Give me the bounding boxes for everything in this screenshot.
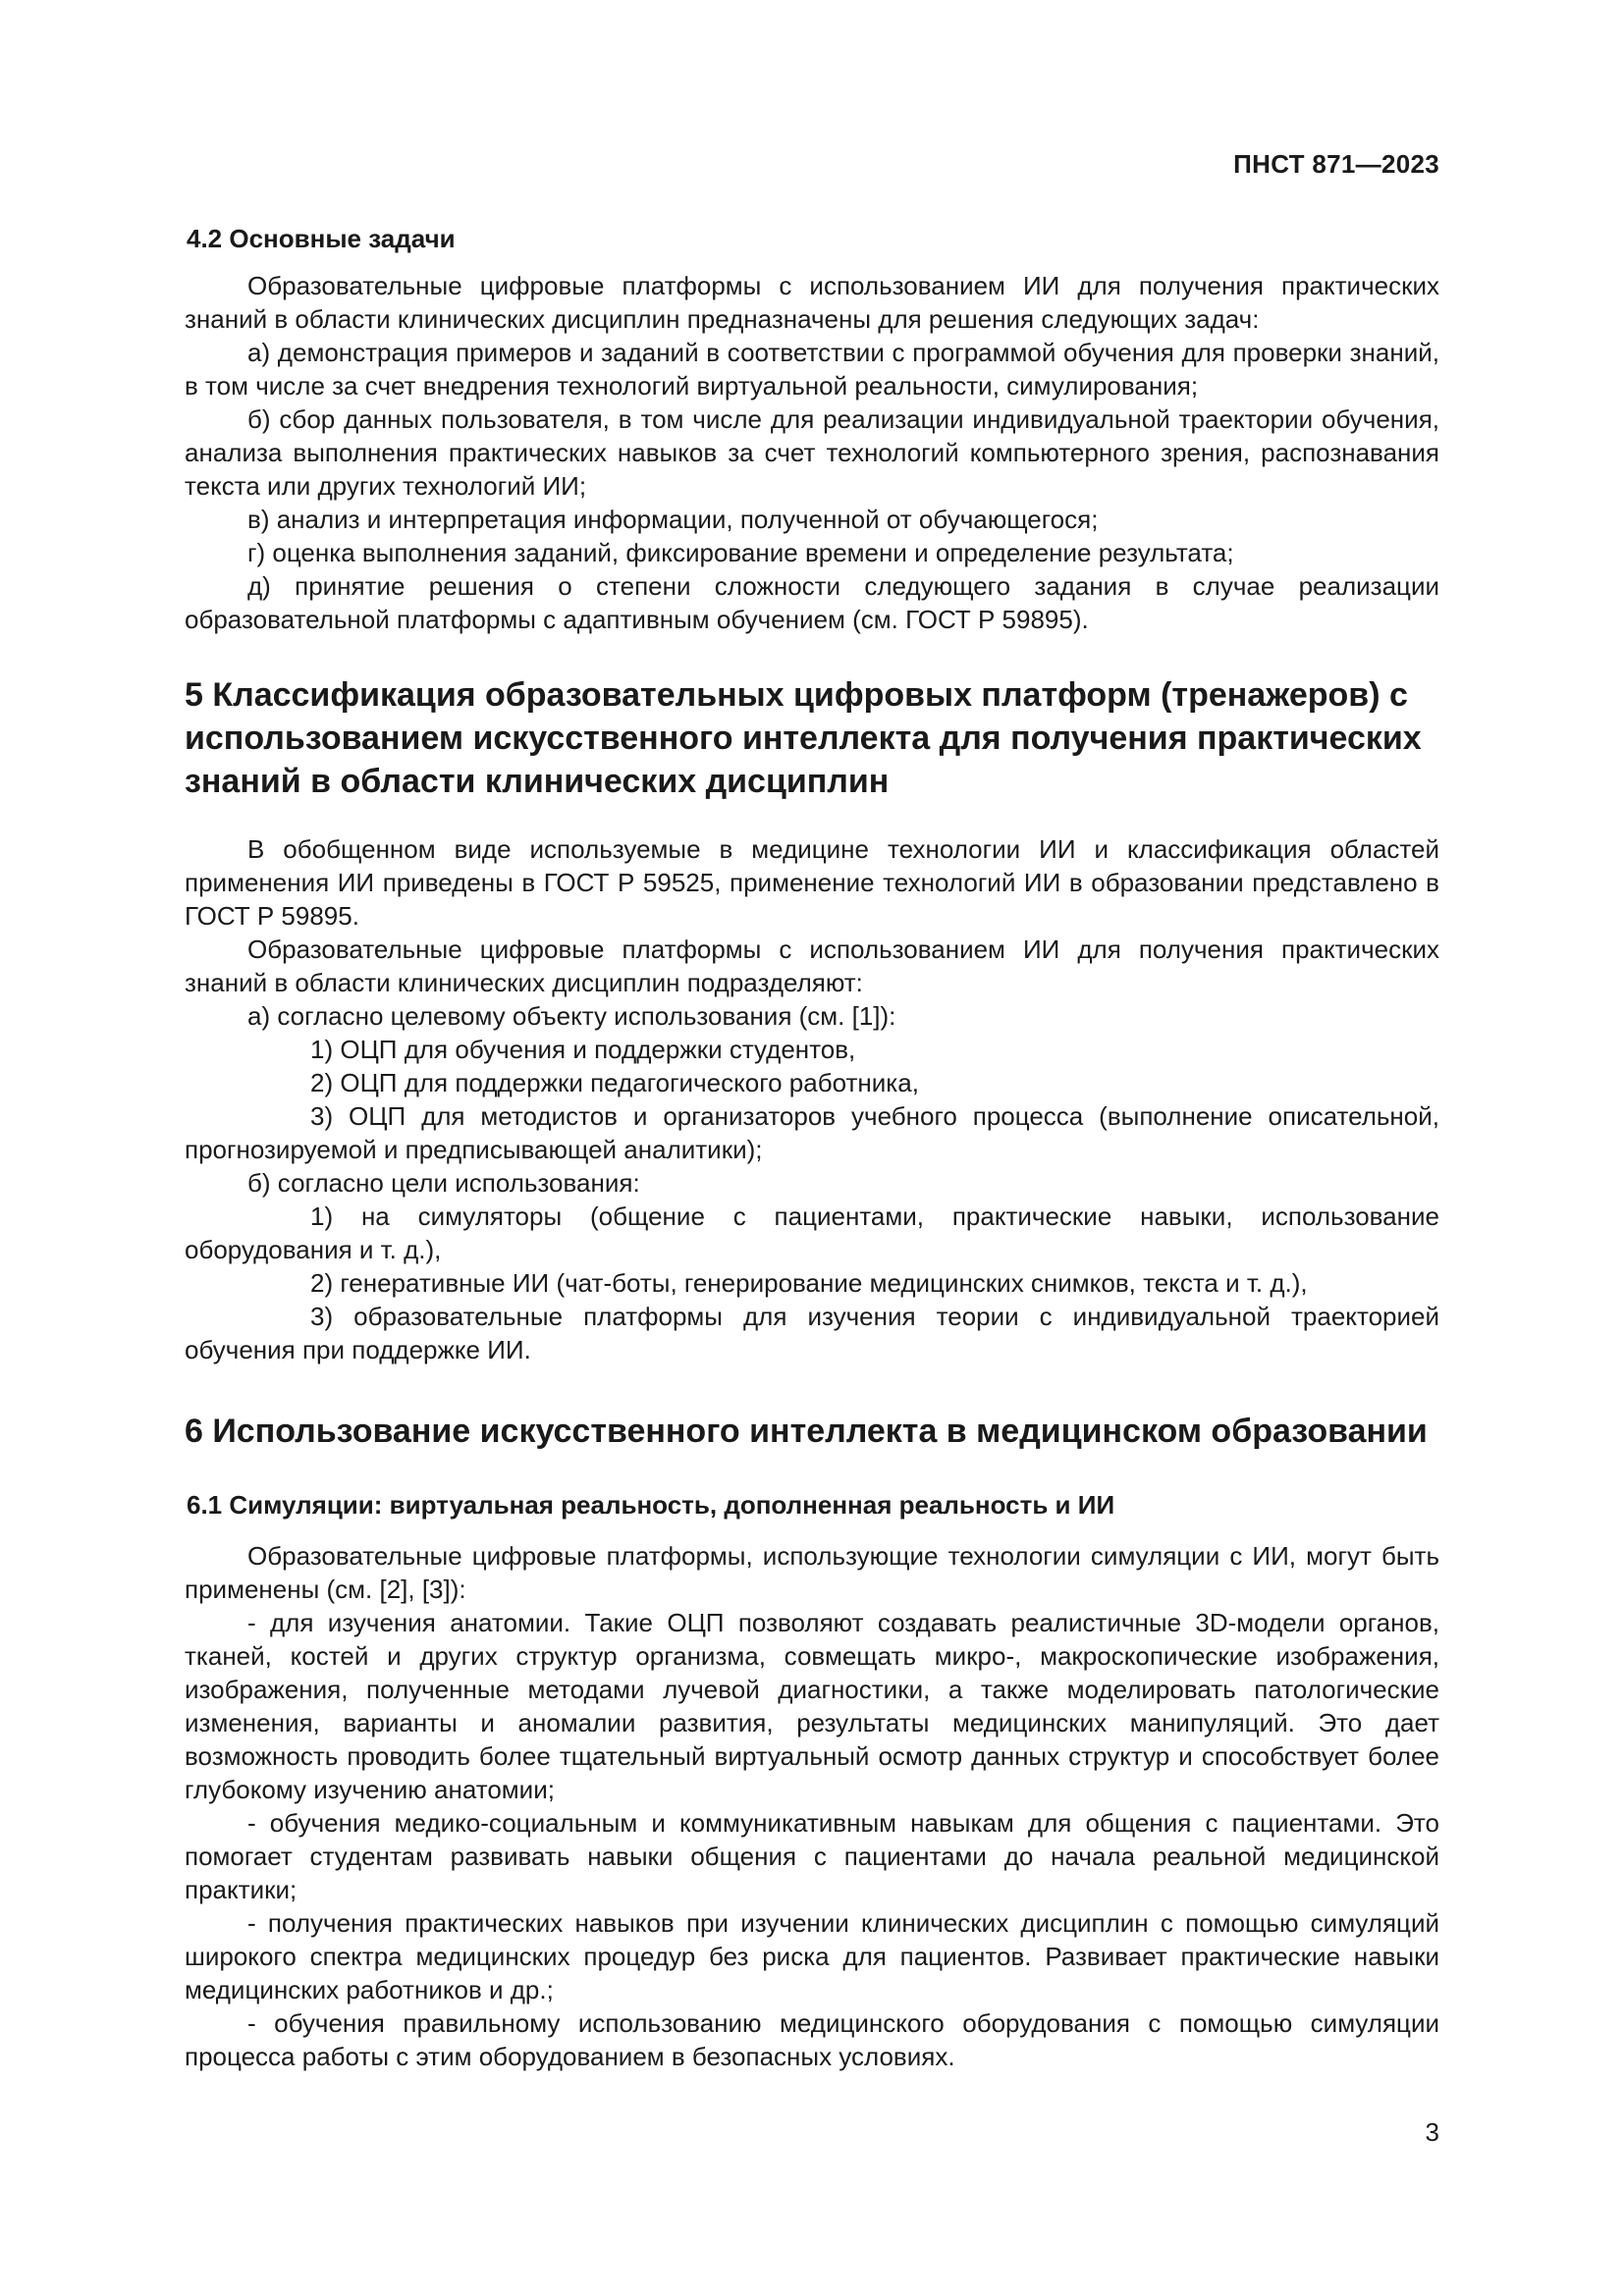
section-6-1-item-3: - получения практических навыков при изучении клинических дисциплин с помощью симуляций широкого спектра медицинских процедур без риска для пациентов. Развивает практические навыки медицинских работников и др.; (185, 1908, 1439, 2004)
section-5-list-a-label: а) согласно целевому объекту использования (см. [1]): (247, 1001, 896, 1031)
document-code: ПНСТ 871—2023 (1233, 149, 1439, 179)
section-5-paragraph-1: В обобщенном виде используемые в медицине технологии ИИ и классификация областей применения ИИ приведены в ГОСТ Р 59525, применение технологий ИИ в образовании представлено в ГОСТ Р 59895. (185, 834, 1439, 931)
section-4-2-item-a: а) демонстрация примеров и заданий в соответствии с программой обучения для проверки знаний, в том числе за счет внедрения технологий виртуальной реальности, симулирования; (185, 338, 1439, 400)
section-4-2-item-d: д) принятие решения о степени сложности следующего задания в случае реализации образовательной платформы с адаптивным обучением (см. ГОСТ Р 59895). (185, 571, 1439, 634)
section-5-paragraph-2: Образовательные цифровые платформы с использованием ИИ для получения практических знаний в области клинических дисциплин подразделяют: (185, 934, 1439, 997)
section-4-2-heading: 4.2 Основные задачи (187, 224, 456, 253)
section-6-1-item-1: - для изучения анатомии. Такие ОЦП позволяют создавать реалистичные 3D-модели органов, тканей, костей и других структур организма, совмещать микро-, макроскопические изображения, изображения, полученные методами лучевой диагностики, а также моделировать патологические изменения, варианты и аномалии развития, результаты медицинских манипуляций. Это дает возможность проводить более тщательный виртуальный осмотр данных структур и способствует более глубокому изучению анатомии; (185, 1608, 1439, 1804)
section-5-list-a-item-3: 3) ОЦП для методистов и организаторов учебного процесса (выполнение описательной, прогнозируемой и предписывающей аналитики); (185, 1101, 1439, 1164)
section-6-1-item-4: - обучения правильному использованию медицинского оборудования с помощью симуляции процесса работы с этим оборудованием в безопасных условиях. (185, 2008, 1439, 2071)
document-body (185, 222, 1439, 2073)
section-5-list-b-item-2: 2) генеративные ИИ (чат-боты, генерирование медицинских снимков, текста и т. д.), (310, 1268, 1308, 1298)
section-4-2-item-g: г) оценка выполнения заданий, фиксирование времени и определение результата; (247, 538, 1234, 567)
section-4-2-intro: Образовательные цифровые платформы с использованием ИИ для получения практических знаний в области клинических дисциплин предназначены для решения следующих задач: (185, 271, 1439, 334)
section-5-list-b-item-3: 3) образовательные платформы для изучения теории с индивидуальной траекторией обучения при поддержке ИИ. (185, 1302, 1439, 1364)
section-5-list-b-label: б) согласно цели использования: (247, 1168, 640, 1198)
section-6-1-heading: 6.1 Симуляции: виртуальная реальность, дополненная реальность и ИИ (187, 1490, 1115, 1520)
section-6-1-intro: Образовательные цифровые платформы, использующие технологии симуляции с ИИ, могут быть применены (см. [2], [3]): (185, 1541, 1439, 1604)
section-6-1-item-2: - обучения медико-социальным и коммуникативным навыкам для общения с пациентами. Это помогает студентам развивать навыки общения с пациентами до начала реальной медицинской практики; (185, 1808, 1439, 1904)
section-6-heading: 6 Использование искусственного интеллекта в медицинском образовании (185, 1413, 1428, 1450)
section-5-list-a-item-2: 2) ОЦП для поддержки педагогического работника, (310, 1068, 919, 1097)
section-5-list-a-item-1: 1) ОЦП для обучения и поддержки студентов, (310, 1035, 856, 1064)
section-4-2-item-v: в) анализ и интерпретация информации, полученной от обучающегося; (247, 505, 1099, 534)
page-number: 3 (1425, 2117, 1439, 2147)
section-4-2-item-b: б) сбор данных пользователя, в том числе для реализации индивидуальной траектории обучения, анализа выполнения практических навыков за счет технологий компьютерного зрения, распознавания текста или других технологий ИИ; (185, 404, 1439, 501)
section-5-list-b-item-1: 1) на симуляторы (общение с пациентами, практические навыки, использование оборудования и т. д.), (185, 1201, 1439, 1264)
section-5-heading: 5 Классификация образовательных цифровых платформ (тренажеров) с использованием искусственного интеллекта для получения практических знаний в области клинических дисциплин (185, 676, 1422, 800)
